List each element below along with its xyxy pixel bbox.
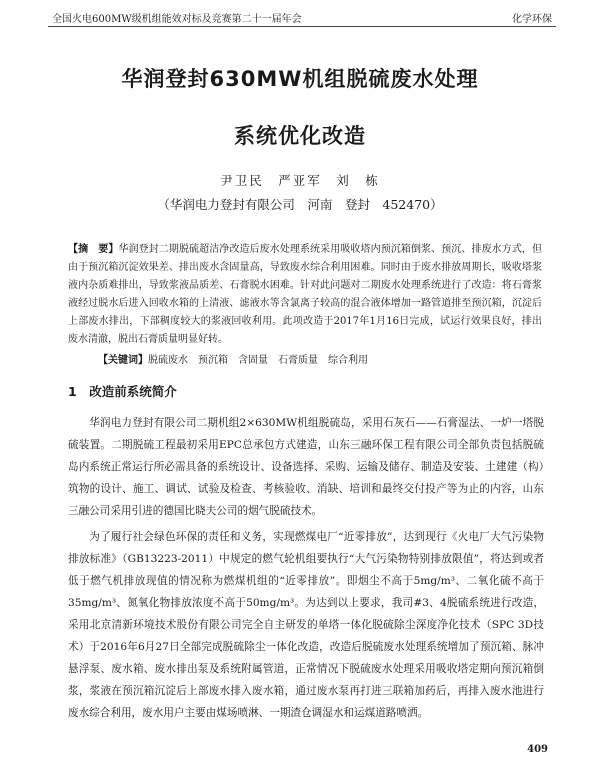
keywords <box>98 351 542 366</box>
keywords-label: 【关键词】 <box>98 355 148 366</box>
abstract <box>68 241 542 349</box>
header-conference-title: 全国火电600MW级机组能效对标及竞赛第二十一届年会 <box>52 14 302 25</box>
section-title: 改造前系统简介 <box>89 384 177 399</box>
authors: 尹卫民 严亚军 刘 栋 <box>220 173 380 188</box>
keywords-text: 脱硫废水 预沉箱 含固量 石膏质量 综合利用 <box>148 355 368 366</box>
header-rule <box>48 26 556 27</box>
page-number: 409 <box>527 744 548 755</box>
paper-title-line-2: 系统优化改造 <box>234 124 366 148</box>
section-heading <box>68 382 177 400</box>
header-section-label: 化学环保 <box>512 14 552 25</box>
paper-title-line-1: 华润登封630MW机组脱硫废水处理 <box>121 67 479 91</box>
affiliation: （华润电力登封有限公司 河南 登封 452470） <box>157 197 443 212</box>
abstract-label: 【摘 要】 <box>68 244 119 255</box>
section-number: 1 <box>68 384 77 399</box>
abstract-text: 华润登封二期脱硫超洁净改造后废水处理系统采用吸收塔内预沉箱倒浆、预沉、排废水方式，但由于预沉箱沉淀效果差、排出废水含固量高，导致废水综合利用困难。同时由于废水排放周期长，吸收塔浆液内杂质难排出，导致浆液品质差、石膏脱水困难。针对此问题对二期废水处理系统进行了改造：将石膏浆液经过脱水后进入回收水箱的上清液、滤液水等含氯离子较高的混合液体增加一路管道排至预沉箱，沉淀后上部废水排出，下部稠度较大的浆液回收利用。此项改造于2017年1月16日完成，试运行效果良好，排出废水清澈，脱出石膏质量明显好转。 <box>68 244 543 345</box>
body-paragraph-2: 为了履行社会绿色环保的责任和义务，实现燃煤电厂“近零排放”，达到现行《火电厂大气污染物排放标准》（GB13223-2011）中规定的燃气轮机组要执行“大气污染物特别排放限值”，将达到或者低于燃气机排放现值的情况称为燃煤机组的“近零排放”。即烟尘不高于5mg/m³、二氧化硫不高于35mg/m³、氮氧化物排放浓度不高于50mg/m³。为达到以上要求，我司#3、4脱硫系统进行改造，采用北京清新环境技术股份有限公司完全自主研发的单塔一体化脱硫除尘深度净化技术（SPC 3D技术）于2016年6月27日全部完成脱硫除尘一体化改造，改造后脱硫废水处理系统增加了预沉箱、脉冲悬浮泵、废水箱、废水排出泵及系统附属管道，正常情况下脱硫废水处理采用吸收塔定期向预沉箱倒浆，浆液在预沉箱沉淀后上部废水排入废水箱，通过废水泵再打进三联箱加药后，再排入废水池进行废水综合利用，废水用户主要由煤场喷淋、一期渣仓调湿水和运煤道路喷洒。 <box>68 531 544 719</box>
running-header <box>52 8 552 26</box>
body-paragraph-1: 华润电力登封有限公司二期机组2×630MW机组脱硫岛，采用石灰石——石膏湿法、一炉一塔脱硫装置。二期脱硫工程最初采用EPC总承包方式建造，山东三融环保工程有限公司全部负责包括脱硫岛内系统正常运行所必需具备的系统设计、设备选择、采购、运输及储存、制造及安装、土建建（构）筑物的设计、施工、调试、试验及检查、考核验收、消缺、培训和最终交付投产等为止的内容，山东三融公司采用引进的德国比晓夫公司的烟气脱硫技术。 <box>68 417 544 517</box>
